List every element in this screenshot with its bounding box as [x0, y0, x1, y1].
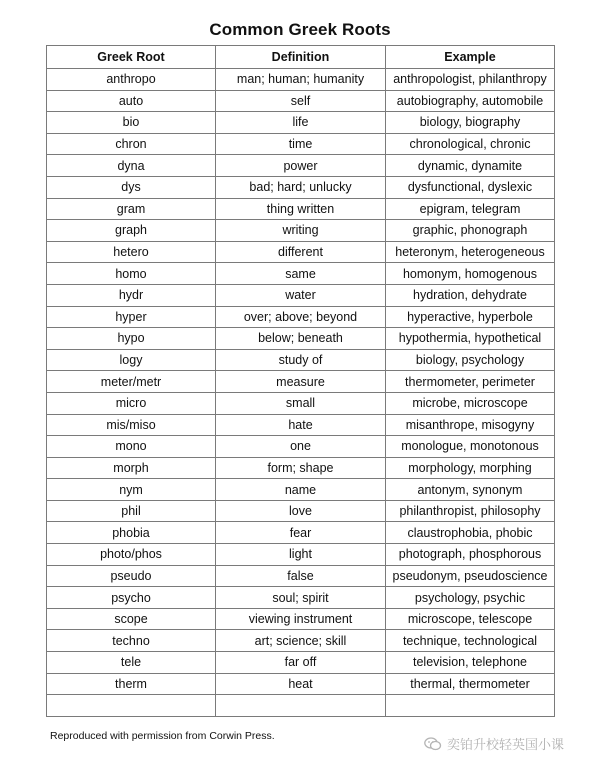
table-row — [47, 371, 555, 393]
cell-greek-root: hydr — [47, 284, 216, 306]
table-row — [47, 220, 555, 242]
cell-example: biology, psychology — [386, 349, 555, 371]
table-row — [47, 652, 555, 674]
cell-example: misanthrope, misogyny — [386, 414, 555, 436]
table-row — [47, 328, 555, 350]
cell-greek-root: chron — [47, 133, 216, 155]
cell-definition: soul; spirit — [216, 587, 386, 609]
cell-greek-root: hetero — [47, 241, 216, 263]
cell-greek-root: photo/phos — [47, 544, 216, 566]
cell-example: heteronym, heterogeneous — [386, 241, 555, 263]
cell-greek-root: graph — [47, 220, 216, 242]
cell-example: technique, technological — [386, 630, 555, 652]
cell-definition: one — [216, 436, 386, 458]
cell-definition: heat — [216, 673, 386, 695]
cell-greek-root: homo — [47, 263, 216, 285]
table-row — [47, 608, 555, 630]
header-example: Example — [386, 46, 555, 69]
cell-example: pseudonym, pseudoscience — [386, 565, 555, 587]
cell-definition: writing — [216, 220, 386, 242]
cell-greek-root: morph — [47, 457, 216, 479]
cell-example: psychology, psychic — [386, 587, 555, 609]
cell-definition: form; shape — [216, 457, 386, 479]
cell-greek-root: meter/metr — [47, 371, 216, 393]
cell-greek-root: dys — [47, 176, 216, 198]
cell-greek-root: hyper — [47, 306, 216, 328]
cell-example: epigram, telegram — [386, 198, 555, 220]
cell-example: thermometer, perimeter — [386, 371, 555, 393]
table-row — [47, 630, 555, 652]
cell-greek-root: psycho — [47, 587, 216, 609]
cell-definition: over; above; beyond — [216, 306, 386, 328]
cell-greek-root — [47, 695, 216, 717]
table-row — [47, 263, 555, 285]
cell-definition: self — [216, 90, 386, 112]
footnote: Reproduced with permission from Corwin Press. — [50, 730, 275, 742]
cell-definition: hate — [216, 414, 386, 436]
cell-definition: small — [216, 392, 386, 414]
cell-definition: thing written — [216, 198, 386, 220]
cell-greek-root: phobia — [47, 522, 216, 544]
watermark — [424, 734, 564, 753]
table-row — [47, 673, 555, 695]
cell-example: microscope, telescope — [386, 608, 555, 630]
cell-example: philanthropist, philosophy — [386, 500, 555, 522]
cell-definition: time — [216, 133, 386, 155]
cell-greek-root: therm — [47, 673, 216, 695]
table-row — [47, 112, 555, 134]
table-row — [47, 90, 555, 112]
cell-definition: measure — [216, 371, 386, 393]
cell-definition: viewing instrument — [216, 608, 386, 630]
cell-example: hydration, dehydrate — [386, 284, 555, 306]
cell-greek-root: gram — [47, 198, 216, 220]
cell-example: graphic, phonograph — [386, 220, 555, 242]
cell-definition: same — [216, 263, 386, 285]
cell-definition: love — [216, 500, 386, 522]
cell-definition: false — [216, 565, 386, 587]
table-row — [47, 155, 555, 177]
page-title: Common Greek Roots — [209, 20, 391, 39]
cell-greek-root: hypo — [47, 328, 216, 350]
cell-greek-root: mono — [47, 436, 216, 458]
cell-example: claustrophobia, phobic — [386, 522, 555, 544]
table-body — [47, 69, 555, 717]
table-row — [47, 522, 555, 544]
cell-greek-root: techno — [47, 630, 216, 652]
table-row — [47, 198, 555, 220]
cell-greek-root: dyna — [47, 155, 216, 177]
cell-definition — [216, 695, 386, 717]
cell-greek-root: anthropo — [47, 69, 216, 91]
cell-greek-root: bio — [47, 112, 216, 134]
cell-definition: fear — [216, 522, 386, 544]
table-row — [47, 176, 555, 198]
cell-greek-root: pseudo — [47, 565, 216, 587]
cell-example: microbe, microscope — [386, 392, 555, 414]
cell-definition: life — [216, 112, 386, 134]
cell-definition: art; science; skill — [216, 630, 386, 652]
header-greek-root: Greek Root — [47, 46, 216, 69]
cell-example: monologue, monotonous — [386, 436, 555, 458]
table-row — [47, 544, 555, 566]
cell-greek-root: mis/miso — [47, 414, 216, 436]
cell-definition: far off — [216, 652, 386, 674]
cell-greek-root: phil — [47, 500, 216, 522]
cell-example: autobiography, automobile — [386, 90, 555, 112]
cell-definition: light — [216, 544, 386, 566]
table-row — [47, 241, 555, 263]
cell-example: hypothermia, hypothetical — [386, 328, 555, 350]
table-row — [47, 457, 555, 479]
header-definition: Definition — [216, 46, 386, 69]
cell-greek-root: nym — [47, 479, 216, 501]
table-row — [47, 695, 555, 717]
cell-example: thermal, thermometer — [386, 673, 555, 695]
cell-definition: power — [216, 155, 386, 177]
cell-definition: different — [216, 241, 386, 263]
cell-definition: name — [216, 479, 386, 501]
cell-example: chronological, chronic — [386, 133, 555, 155]
cell-example: biology, biography — [386, 112, 555, 134]
cell-definition: bad; hard; unlucky — [216, 176, 386, 198]
cell-greek-root: scope — [47, 608, 216, 630]
cell-definition: below; beneath — [216, 328, 386, 350]
cell-example: television, telephone — [386, 652, 555, 674]
cell-example: anthropologist, philanthropy — [386, 69, 555, 91]
table-row — [47, 349, 555, 371]
watermark-text: 奕铂升校轻英国小课 — [447, 737, 565, 752]
cell-example: dysfunctional, dyslexic — [386, 176, 555, 198]
wechat-icon — [424, 737, 442, 751]
table-header-row — [47, 46, 555, 69]
cell-definition: study of — [216, 349, 386, 371]
table-row — [47, 133, 555, 155]
greek-roots-table — [46, 45, 555, 717]
table-row — [47, 284, 555, 306]
cell-example: dynamic, dynamite — [386, 155, 555, 177]
cell-definition: man; human; humanity — [216, 69, 386, 91]
cell-greek-root: tele — [47, 652, 216, 674]
cell-example — [386, 695, 555, 717]
table-row — [47, 479, 555, 501]
cell-example: homonym, homogenous — [386, 263, 555, 285]
table-row — [47, 392, 555, 414]
cell-definition: water — [216, 284, 386, 306]
table-row — [47, 306, 555, 328]
cell-example: hyperactive, hyperbole — [386, 306, 555, 328]
cell-greek-root: auto — [47, 90, 216, 112]
table-row — [47, 436, 555, 458]
cell-greek-root: micro — [47, 392, 216, 414]
cell-example: morphology, morphing — [386, 457, 555, 479]
table-row — [47, 500, 555, 522]
table-row — [47, 587, 555, 609]
cell-example: antonym, synonym — [386, 479, 555, 501]
table-row — [47, 69, 555, 91]
cell-example: photograph, phosphorous — [386, 544, 555, 566]
table-row — [47, 565, 555, 587]
table-row — [47, 414, 555, 436]
cell-greek-root: logy — [47, 349, 216, 371]
